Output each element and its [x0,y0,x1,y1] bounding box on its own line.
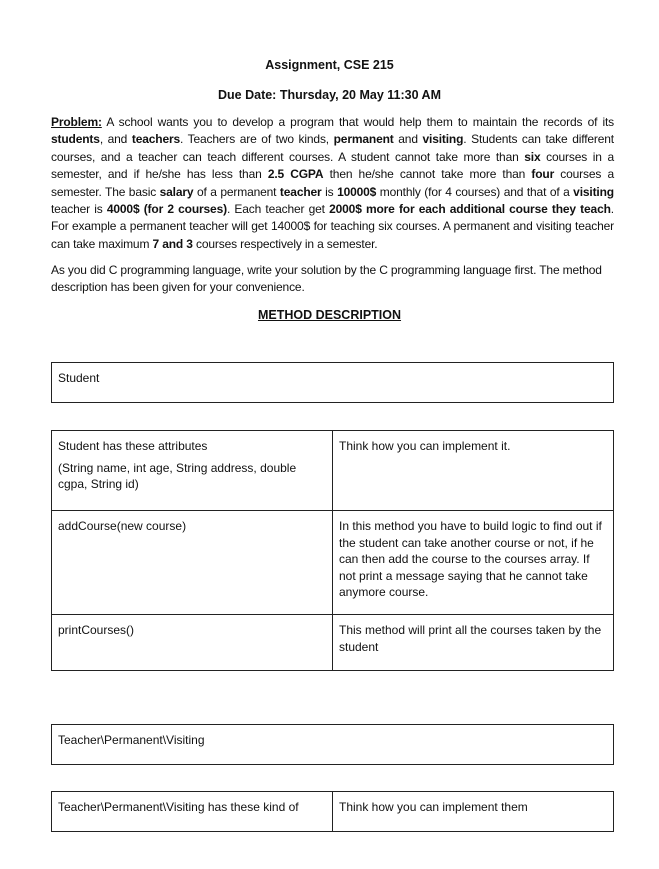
emphasized-text: permanent [333,132,394,147]
problem-text: , and [99,132,132,147]
emphasized-text: teacher [279,184,322,199]
problem-text: monthly (for 4 courses) and that of a [376,184,574,199]
description-cell: This method will print all the courses taken by the student [333,615,614,671]
emphasized-text: salary [159,184,194,199]
emphasized-text: four [531,167,555,182]
problem-text: of a permanent [193,184,280,199]
table-row [52,615,614,671]
student-class-box [51,362,614,403]
teacher-class-box [51,724,614,765]
problem-text: . Teachers are of two kinds, [180,132,334,147]
emphasized-text: teachers [131,132,181,147]
problem-label: Problem: [51,115,102,129]
method-cell: printCourses() [52,615,333,671]
method-cell [52,431,333,511]
method-cell: addCourse(new course) [52,511,333,615]
table-row [52,431,614,511]
method-attributes: (String name, int age, String address, double cgpa, String id) [58,460,297,491]
problem-statement [51,114,614,253]
problem-text: then he/she cannot take more than [323,167,532,182]
due-date: Due Date: Thursday, 20 May 11:30 AM [218,88,441,102]
document-title: Assignment, CSE 215 [265,58,394,72]
problem-text: courses in a semester, and if he/she has less than [51,149,614,182]
problem-text: A school wants you to develop a program that would help them to maintain the records of its [101,115,614,129]
student-methods-table [51,430,614,671]
method-description-heading: METHOD DESCRIPTION [257,308,402,322]
emphasized-text: 10000$ [337,184,377,199]
problem-text: and [393,132,423,147]
emphasized-text: visiting [422,132,464,147]
description-cell: Think how you can implement them [333,792,614,832]
method-name: Student has these attributes [58,439,208,453]
problem-text: . For example a permanent teacher will get 14000$ for teaching six courses. A permanent and visiting teacher can take maximum [51,202,614,251]
emphasized-text: 2000$ more for each additional course they teach [329,202,611,217]
instructions-note: As you did C programming language, write your solution by the C programming language first. The method description has been given for your convenience. [51,263,602,295]
emphasized-text: 7 and 3 [152,236,193,251]
method-cell: Teacher\Permanent\Visiting has these kind of [52,792,333,832]
emphasized-text: visiting [573,184,614,199]
problem-text: is [321,184,338,199]
description-cell: In this method you have to build logic to find out if the student can take another course or not, if he can then add the course to the courses array. If not print a message saying that he cannot take anymore course. [333,511,614,615]
problem-text: courses a semester. The basic [51,167,614,199]
table-row [52,792,614,832]
problem-text: teacher is [51,202,107,217]
table-row [52,511,614,615]
emphasized-text: 2.5 CGPA [267,167,324,182]
problem-text: . Each teacher get [226,202,330,217]
problem-text: . Students can take different courses, and a teacher can teach different courses. A student cannot take more than [51,132,614,164]
emphasized-text: students [51,132,100,147]
description-cell: Think how you can implement it. [333,431,614,511]
emphasized-text: 4000$ (for 2 courses) [106,202,227,217]
emphasized-text: six [524,149,541,164]
student-class-name: Student [58,371,100,385]
problem-text: courses respectively in a semester. [192,236,378,251]
teacher-class-name: Teacher\Permanent\Visiting [58,733,205,747]
teacher-methods-table [51,791,614,832]
